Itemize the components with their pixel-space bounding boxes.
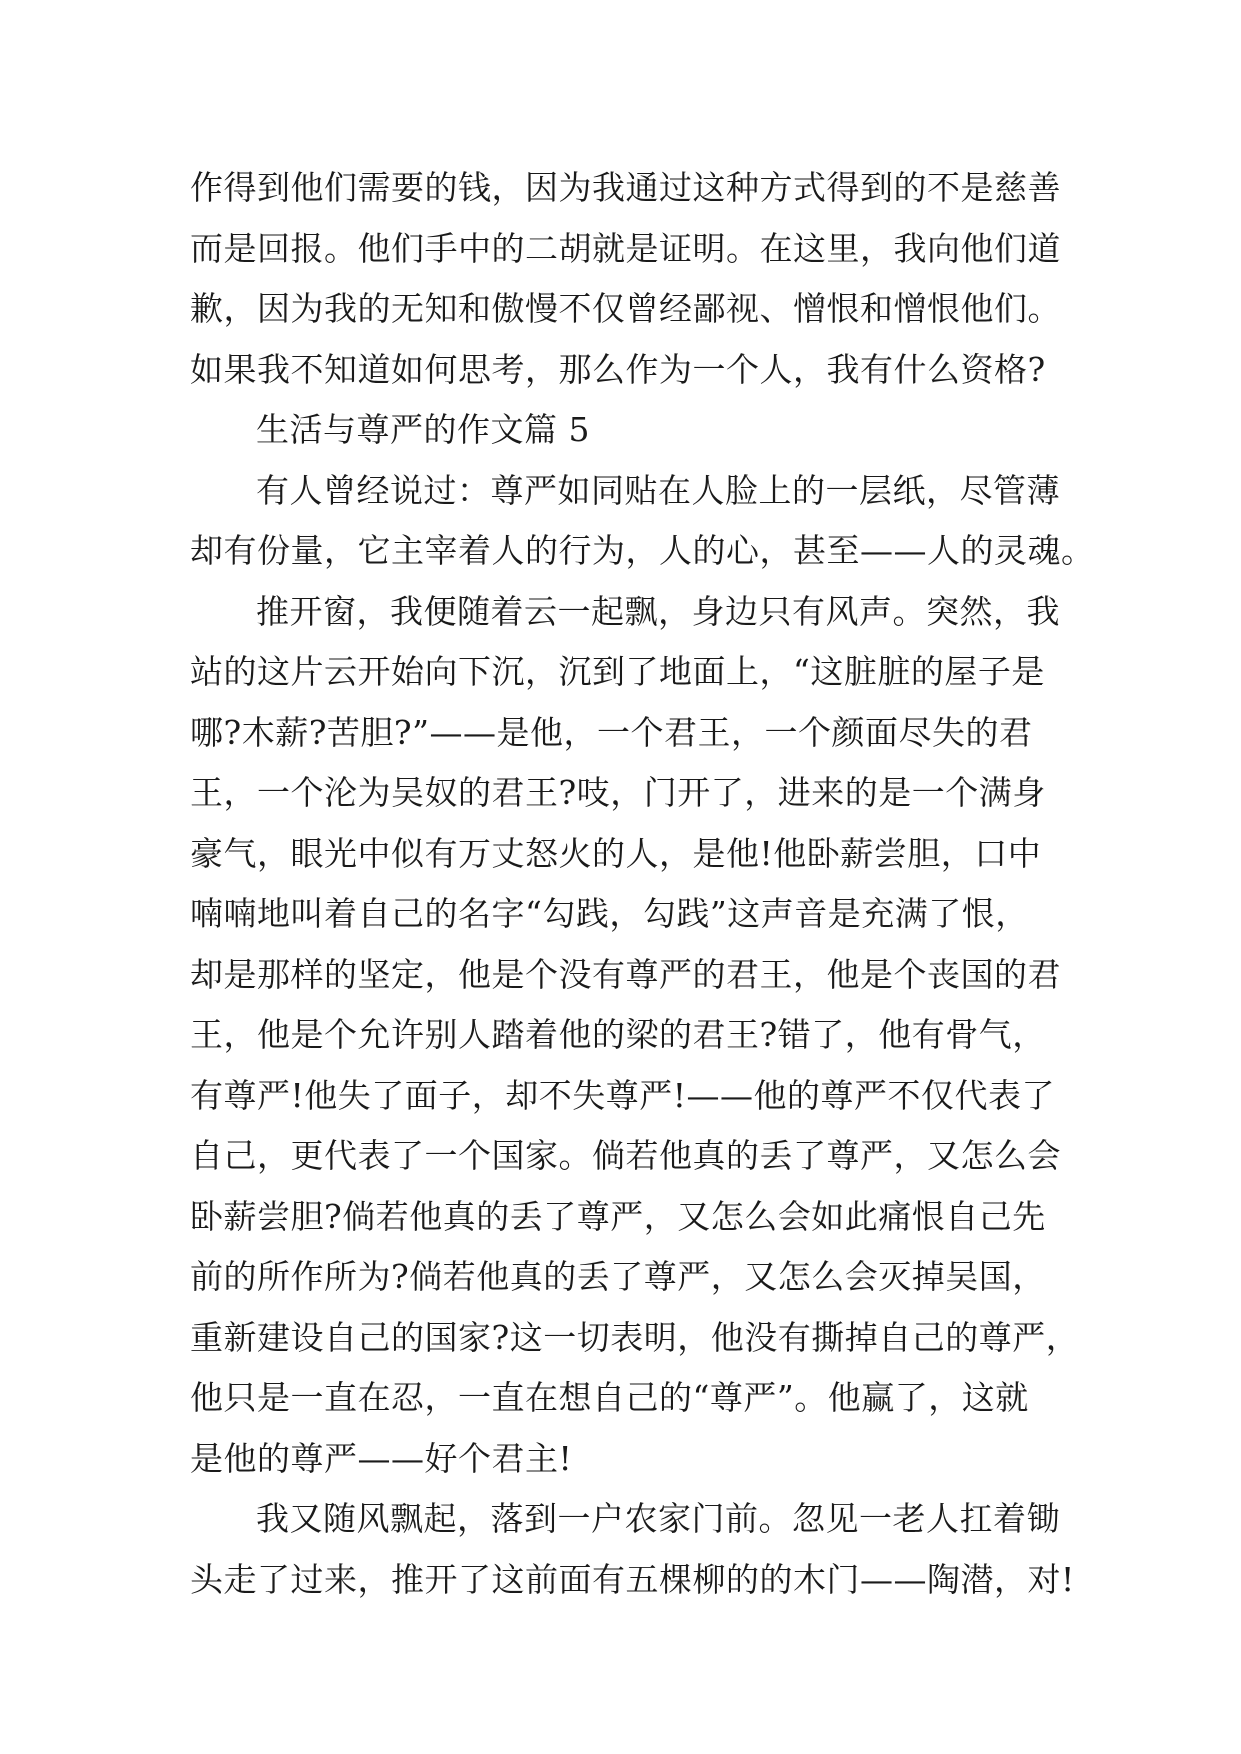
paragraph-start-line: 推开窗，我便随着云一起飘，身边只有风声。突然，我 [256,591,1060,631]
text-line: 喃喃地叫着自己的名字“勾践，勾践”这声音是充满了恨， [190,894,1029,933]
essay-body [190,158,1095,1610]
text-line: 王，他是个允许别人踏着他的梁的君王?错了，他有骨气， [190,1015,1046,1054]
text-line: 是他的尊严——好个君主! [190,1438,573,1478]
text-line: 卧薪尝胆?倘若他真的丢了尊严，又怎么会如此痛恨自己先 [190,1196,1046,1236]
paragraph-start-line: 有人曾经说过：尊严如同贴在人脸上的一层纸，尽管薄 [256,470,1060,510]
text-line: 头走了过来，推开了这前面有五棵柳的的木门——陶潜，对! [190,1559,1075,1599]
text-line: 如果我不知道如何思考，那么作为一个人，我有什么资格? [190,349,1046,389]
section-heading: 生活与尊严的作文篇 5 [256,410,590,449]
text-line: 前的所作所为?倘若他真的丢了尊严，又怎么会灭掉吴国， [190,1257,1046,1296]
text-line: 作得到他们需要的钱，因为我通过这种方式得到的不是慈善 [190,168,1061,207]
paragraph-start-line: 我又随风飘起，落到一户农家门前。忽见一老人扛着锄 [256,1499,1060,1538]
text-line: 哪?木薪?苦胆?”——是他，一个君王，一个颜面尽失的君 [190,712,1033,752]
text-line: 歉，因为我的无知和傲慢不仅曾经鄙视、憎恨和憎恨他们。 [190,289,1061,328]
text-line: 王，一个沦为吴奴的君王?吱，门开了，进来的是一个满身 [190,773,1046,812]
text-line: 却是那样的坚定，他是个没有尊严的君王，他是个丧国的君 [190,954,1061,994]
text-line: 重新建设自己的国家?这一切表明，他没有撕掉自己的尊严， [190,1317,1080,1357]
text-line: 却有份量，它主宰着人的行为，人的心，甚至——人的灵魂。 [190,531,1095,570]
text-line: 他只是一直在忍，一直在想自己的“尊严”。他赢了，这就 [190,1378,1029,1417]
text-line: 自己，更代表了一个国家。倘若他真的丢了尊严，又怎么会 [190,1136,1061,1175]
text-line: 而是回报。他们手中的二胡就是证明。在这里，我向他们道 [190,228,1061,268]
text-line: 站的这片云开始向下沉，沉到了地面上，“这脏脏的屋子是 [190,652,1045,691]
text-line: 豪气，眼光中似有万丈怒火的人，是他!他卧薪尝胆，口中 [190,833,1042,873]
text-line: 有尊严!他失了面子，却不失尊严!——他的尊严不仅代表了 [190,1075,1056,1115]
